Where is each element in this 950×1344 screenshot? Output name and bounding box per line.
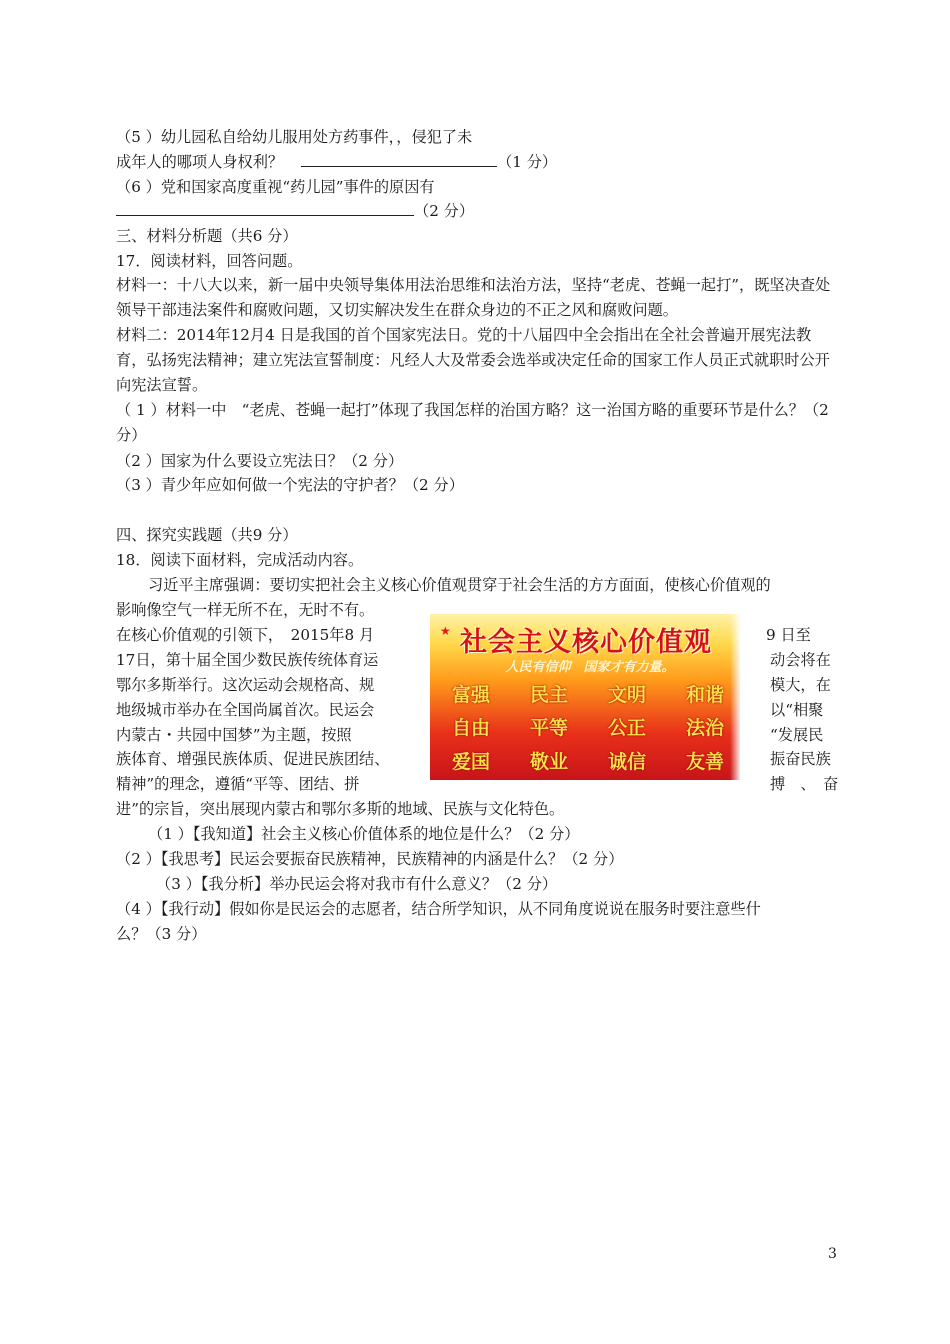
banner-title: 社会主义核心价值观 <box>460 627 712 658</box>
q6-answer-blank[interactable] <box>116 200 414 216</box>
left-line-6: 族体育、增强民族体质、促进民族团结、 <box>116 750 390 768</box>
value-word: 公正 <box>607 717 646 739</box>
left-line-5: 内蒙古・共园中国梦”为主题，按照 <box>116 726 352 744</box>
page-number: 3 <box>828 1246 837 1262</box>
value-word: 文明 <box>607 684 646 706</box>
q17-sub1: （ 1 ）材料一中 “老虎、苍蝇一起打”体现了我国怎样的治国方略？这一治国方略的重要环节是什么？（2 分） <box>116 401 829 444</box>
q18-sub3: （3 ）【我分析】举办民运会将对我市有什么意义？（2 分） <box>156 875 558 893</box>
material-two: 材料二：2014年12月4 日是我国的首个国家宪法日。党的十八届四中全会指出在全社会普遍开展宪法教育，弘扬宪法精神；建立宪法宣誓制度：凡经人大及常委会选举或决定任命的国家工作人员正式就职时公开向宪法宣誓。 <box>116 326 830 394</box>
material-one: 材料一：十八大以来，新一届中央领导集体用法治思维和法治方法，坚持“老虎、苍蝇一起打”，既坚决查处领导干部违法案件和腐败问题，又切实解决发生在群众身边的不正之风和腐败问题。 <box>116 276 831 319</box>
left-line-7: 精神”的理念，遵循“平等、团结、拼 <box>116 775 360 793</box>
left-line-4: 地级城市举办在全国尚属首次。民运会 <box>116 701 375 719</box>
section4-heading: 四、探究实践题（共9 分） <box>116 526 298 544</box>
right-line-7: 搏 、 奋 <box>770 775 839 793</box>
left-line-2: 17日，第十届全国少数民族传统体育运 <box>116 651 379 669</box>
star-icon: ★ <box>440 624 451 638</box>
right-line-3: 模大，在 <box>770 676 831 694</box>
banner-row-1 <box>452 680 724 707</box>
value-word: 爱国 <box>452 751 491 773</box>
value-word: 富强 <box>452 684 491 706</box>
value-word: 民主 <box>529 684 568 706</box>
q5-line2 <box>116 151 557 173</box>
value-word: 和谐 <box>685 684 724 706</box>
q18-sub2: （2 ）【我思考】民运会要振奋民族精神，民族精神的内涵是什么？（2 分） <box>116 850 624 868</box>
q18-title: 18．阅读下面材料，完成活动内容。 <box>116 551 364 569</box>
value-word: 自由 <box>452 717 491 739</box>
q18-intro-line1: 习近平主席强调：要切实把社会主义核心价值观贯穿于社会生活的方方面面，使核心价值观的 <box>148 576 771 594</box>
q6-score: （2 分） <box>414 202 475 220</box>
banner-row-2 <box>452 713 724 740</box>
q18-closing-line: 进”的宗旨，突出展现内蒙古和鄂尔多斯的地域、民族与文化特色。 <box>116 800 565 818</box>
banner-edge <box>730 614 740 780</box>
right-line-2: 动会将在 <box>770 651 831 669</box>
q18-sub4-line1: （4 ）【我行动】假如你是民运会的志愿者，结合所学知识，从不同角度说说在服务时要注意些什 <box>116 900 761 918</box>
q17-sub2: （2 ）国家为什么要设立宪法日？（2 分） <box>116 452 404 470</box>
q18-intro-line2: 影响像空气一样无所不在，无时不有。 <box>116 601 375 619</box>
right-line-5: “发展民 <box>770 726 824 744</box>
section3-heading: 三、材料分析题（共6 分） <box>116 227 298 245</box>
q17-sub3: （3 ）青少年应如何做一个宪法的守护者？（2 分） <box>116 476 464 494</box>
q6-line1: （6 ）党和国家高度重视“药儿园”事件的原因有 <box>116 178 435 196</box>
value-word: 友善 <box>685 751 724 773</box>
value-word: 法治 <box>685 717 724 739</box>
left-line-1: 在核心价值观的引领下， 2015年8 月 <box>116 626 375 644</box>
q18-sub1: （1 ）【我知道】社会主义核心价值体系的地位是什么？（2 分） <box>148 825 580 843</box>
value-word: 平等 <box>529 717 568 739</box>
right-line-4: 以“相聚 <box>770 701 824 719</box>
q18-sub4-line2: 么？（3 分） <box>116 925 207 943</box>
q17-title: 17．阅读材料，回答问题。 <box>116 252 303 270</box>
q5-line1: （5 ）幼儿园私自给幼儿服用处方药事件，，侵犯了未 <box>116 128 473 146</box>
value-word: 诚信 <box>607 751 646 773</box>
q5-question: 成年人的哪项人身权利？ <box>116 153 284 171</box>
value-word: 敬业 <box>529 751 568 773</box>
q6-line2 <box>116 200 474 222</box>
q5-score: （1 分） <box>497 153 558 171</box>
q5-answer-blank[interactable] <box>301 151 497 167</box>
right-line-1: 9 日至 <box>766 626 811 644</box>
right-line-6: 振奋民族 <box>770 750 831 768</box>
core-values-banner <box>430 614 740 780</box>
left-line-3: 鄂尔多斯举行。这次运动会规格高、规 <box>116 676 375 694</box>
banner-row-3 <box>452 747 724 774</box>
banner-slogan: 人民有信仰 国家才有力量。 <box>505 660 675 675</box>
